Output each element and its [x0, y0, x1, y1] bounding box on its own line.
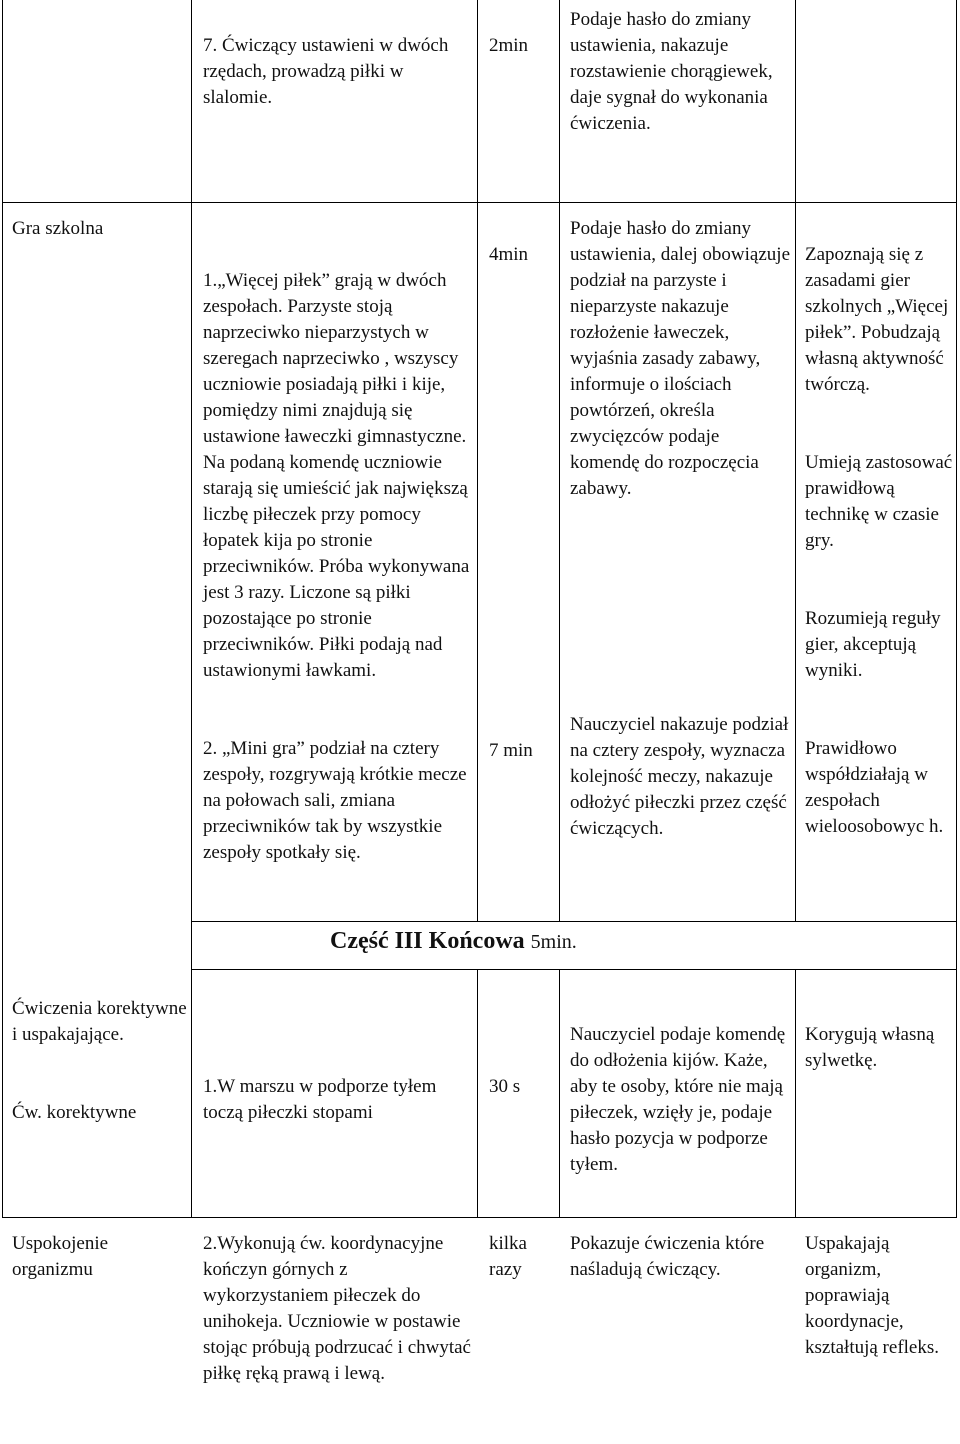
- row-divider-top: [2, 202, 957, 203]
- table-divider-1: [191, 0, 192, 1218]
- table-divider-2b: [477, 969, 478, 1218]
- goals-cell: Uspakajają organizm, poprawiają koordynacje, kształtują refleks.: [805, 1233, 940, 1358]
- teacher-cell-1: Podaje hasło do zmiany ustawienia, dalej obowiązuje podział na parzyste i nieparzyste nakazuje rozłożenie ławeczek, wyjaśnia zasady zabawy, informuje o ilościach powtórzeń, określa zwycięzców podaje komendę do rozpoczęcia zabawy.: [570, 218, 791, 499]
- goal-item: Prawidłowo współdziałają w zespołach wieloosobowyc h.: [805, 738, 944, 837]
- goals-cell: [805, 216, 953, 840]
- teacher-cell: Pokazuje ćwiczenia które naśladują ćwiczący.: [570, 1233, 765, 1280]
- table-divider-4a: [795, 0, 796, 921]
- section-cell: [12, 970, 187, 1126]
- table-border-right: [956, 0, 957, 1218]
- time-cell-2: 7 min: [489, 740, 533, 761]
- goal-item: Zapoznają się z zasadami gier szkolnych „Więcej piłek”. Pobudzają własną aktywność twórczą.: [805, 244, 949, 395]
- section-cell: Uspokojenie organizmu: [12, 1233, 109, 1280]
- goal-item: Umieją zastosować prawidłową technikę w czasie gry.: [805, 452, 953, 551]
- exercise-item-2: 2. „Mini gra” podział na cztery zespoły, rozgrywają krótkie mecze na połowach sali, zmiana przeciwników tak by wszystkie zespoły spotkały się.: [203, 738, 467, 863]
- part-heading-title: Część III Końcowa: [330, 928, 525, 954]
- time-cell: 2min: [489, 35, 529, 56]
- table-divider-3b: [559, 969, 560, 1218]
- time-cell: kilka razy: [489, 1233, 527, 1280]
- exercise-cell: 7. Ćwiczący ustawieni w dwóch rzędach, prowadzą piłki w slalomie.: [203, 35, 449, 108]
- teacher-cell-2: Nauczyciel nakazuje podział na cztery zespoły, wyznacza kolejność meczy, nakazuje odłożyć piłeczki przez część ćwiczących.: [570, 714, 789, 839]
- exercise-cell: 2.Wykonują ćw. koordynacyjne kończyn górnych z wykorzystaniem piłeczek do unihokeja. Uczniowie w postawie stojąc próbują podrzucać i chwytać piłkę ręką prawą i lewą.: [203, 1233, 471, 1384]
- exercise-cell: 1.W marszu w podporze tyłem toczą piłeczki stopami: [203, 1076, 437, 1123]
- section-item-1: Ćwiczenia korektywne i uspakajające.: [12, 998, 187, 1045]
- row-divider-heading-top: [191, 921, 957, 922]
- goals-cell: Korygują własną sylwetkę.: [805, 1024, 935, 1071]
- table-border-left: [2, 0, 3, 1218]
- table-divider-3a: [559, 0, 560, 921]
- row-divider-heading-bottom: [191, 969, 957, 970]
- goal-item: Rozumieją reguły gier, akceptują wyniki.: [805, 608, 941, 681]
- exercise-cell: [203, 242, 473, 866]
- table-divider-4b: [795, 969, 796, 1218]
- table-divider-2a: [477, 0, 478, 921]
- section-cell: Gra szkolna: [12, 218, 104, 239]
- teacher-cell: Nauczyciel podaje komendę do odłożenia kijów. Każe, aby te osoby, które nie mają piłeczek, wzięły je, podaje hasło pozycja w podporze tyłem.: [570, 1024, 786, 1175]
- section-item-2: Ćw. korektywne: [12, 1102, 137, 1123]
- exercise-item-1: 1.„Więcej piłek” grają w dwóch zespołach. Parzyste stoją naprzeciwko nieparzystych w szeregach naprzeciwko , wszyscy uczniowie posiadają piłki i kije, pomiędzy nimi znajdują się ustawione ławeczki gimnastyczne. Na podaną komendę uczniowie starają się umieścić jak największą liczbę piłeczek przy pomocy łopatek kija po stronie przeciwników. Próba wykonywana jest 3 razy. Liczone są piłki pozostające po stronie przeciwników. Piłki podają nad ustawionymi ławkami.: [203, 270, 470, 681]
- teacher-cell: Podaje hasło do zmiany ustawienia, nakazuje rozstawienie chorągiewek, daje sygnał do wykonania ćwiczenia.: [570, 9, 773, 134]
- part-heading-duration: 5min.: [530, 931, 577, 953]
- part-heading: [330, 928, 577, 955]
- time-cell: 30 s: [489, 1076, 521, 1097]
- time-cell-1: 4min: [489, 244, 529, 265]
- row-divider-bottom: [2, 1217, 957, 1218]
